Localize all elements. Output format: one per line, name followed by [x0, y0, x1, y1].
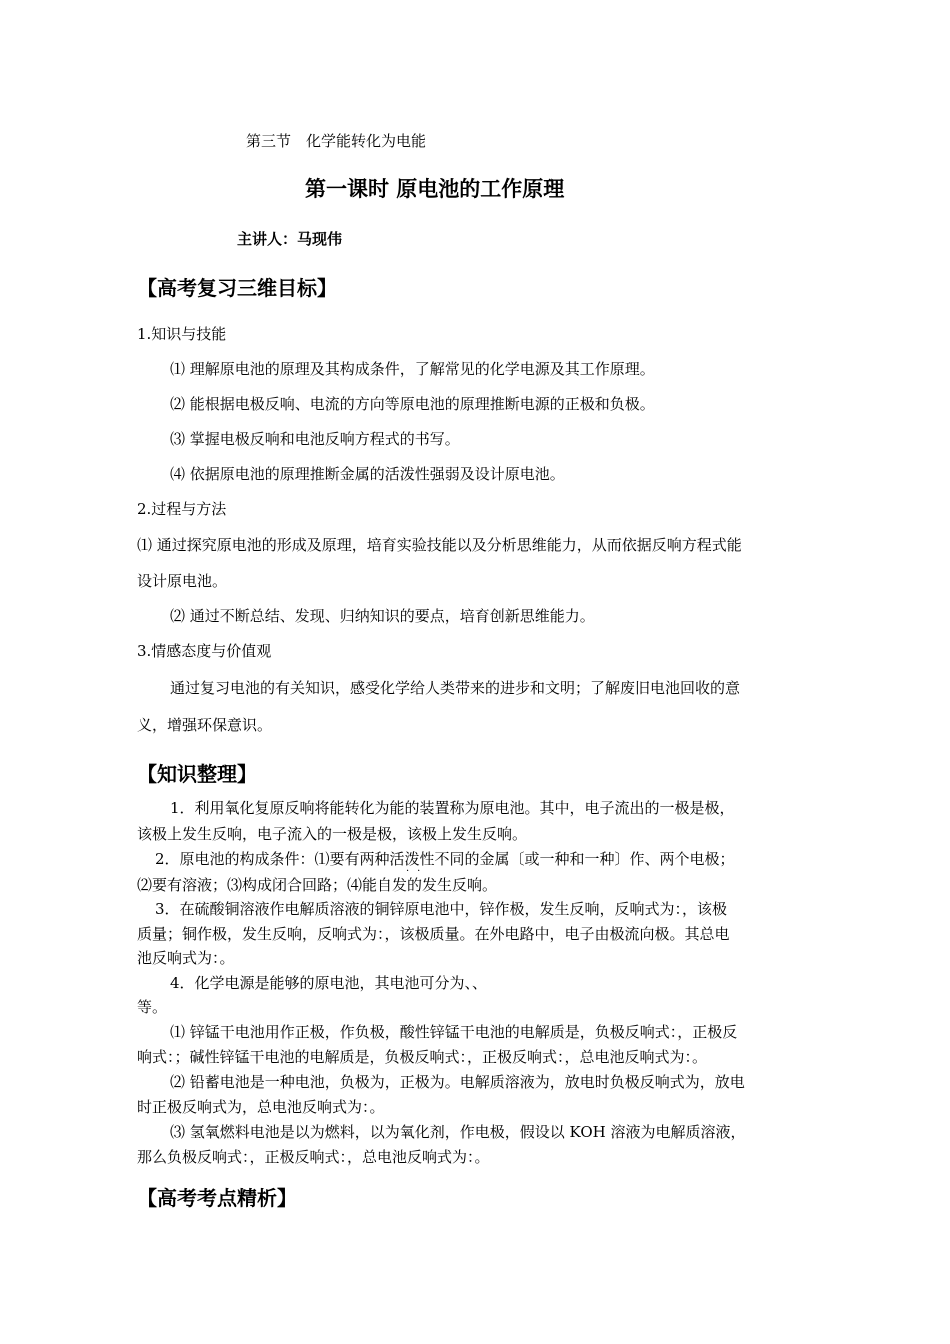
knowledge-line: 响式：；碱性锌锰干电池的电解质是，负极反响式：，正极反响式：，总电池反响式为：。: [137, 1048, 708, 1066]
knowledge-line: 该极上发生反响，电子流入的一极是极，该极上发生反响。: [137, 825, 528, 843]
knowledge-line: 池反响式为：。: [137, 949, 235, 967]
goal-3-title: 3.情感态度与价值观: [137, 642, 272, 660]
goal-2-item-1-line-2: 设计原电池。: [137, 572, 228, 590]
goal-2-title: 2.过程与方法: [137, 500, 227, 518]
emphasis-dots: ··: [406, 866, 429, 877]
goal-1-item-4: ⑷ 依据原电池的原理推断金属的活泼性强弱及设计原电池。: [170, 465, 565, 483]
goal-1-item-2: ⑵ 能根据电极反响、电流的方向等原电池的原理推断电源的正极和负极。: [170, 395, 655, 413]
speaker: 主讲人：马现伟: [237, 230, 343, 248]
knowledge-line: 4．化学电源是能够的原电池，其电池可分为、、: [170, 974, 488, 992]
goal-3-line-2: 义，增强环保意识。: [137, 716, 273, 734]
knowledge-line: 1．利用氧化复原反响将能转化为能的装置称为原电池。其中，电子流出的一极是极，: [170, 799, 735, 817]
goal-1-item-3: ⑶ 掌握电极反响和电池反响方程式的书写。: [170, 430, 460, 448]
knowledge-line: ⑴ 锌锰干电池用作正极，作负极，酸性锌锰干电池的电解质是，负极反响式：，正极反: [170, 1023, 738, 1041]
knowledge-line: 2．原电池的构成条件：⑴要有两种活泼性不同的金属〔或一种和一种〕作、两个电极；: [155, 850, 735, 868]
knowledge-line: 3．在硫酸铜溶液作电解质溶液的铜锌原电池中，锌作极，发生反响，反响式为：，该极: [155, 900, 728, 918]
knowledge-line: ⑶ 氢氧燃料电池是以为燃料，以为氧化剂，作电极，假设以 KOH 溶液为电解质溶液，: [170, 1123, 746, 1141]
knowledge-line: ⑵ 铅蓄电池是一种电池，负极为，正极为。电解质溶液为，放电时负极反响式为，放电: [170, 1073, 745, 1091]
goal-1-title: 1.知识与技能: [137, 325, 227, 343]
knowledge-heading: 【知识整理】: [137, 762, 257, 786]
section-title: 第三节 化学能转化为电能: [246, 132, 427, 150]
knowledge-line: 等。: [137, 998, 168, 1016]
goal-1-item-1: ⑴ 理解原电池的原理及其构成条件，了解常见的化学电源及其工作原理。: [170, 360, 655, 378]
lesson-title: 第一课时 原电池的工作原理: [305, 177, 565, 201]
knowledge-line: 时正极反响式为，总电池反响式为：。: [137, 1098, 385, 1116]
knowledge-line: 质量；铜作极，发生反响，反响式为：，该极质量。在外电路中，电子由极流向极。其总电: [137, 925, 730, 943]
goals-heading: 【高考复习三维目标】: [137, 276, 337, 300]
goal-2-item-2: ⑵ 通过不断总结、发现、归纳知识的要点，培育创新思维能力。: [170, 607, 595, 625]
analysis-heading: 【高考考点精析】: [137, 1186, 297, 1210]
knowledge-line: ⑵要有溶液；⑶构成闭合回路；⑷能自发的发生反响。: [137, 876, 498, 894]
goal-3-line-1: 通过复习电池的有关知识，感受化学给人类带来的进步和文明；了解废旧电池回收的意: [170, 679, 741, 697]
goal-2-item-1-line-1: ⑴ 通过探究原电池的形成及原理，培育实验技能以及分析思维能力，从而依据反响方程式能: [137, 536, 742, 554]
knowledge-line: 那么负极反响式：，正极反响式：，总电池反响式为：。: [137, 1148, 490, 1166]
